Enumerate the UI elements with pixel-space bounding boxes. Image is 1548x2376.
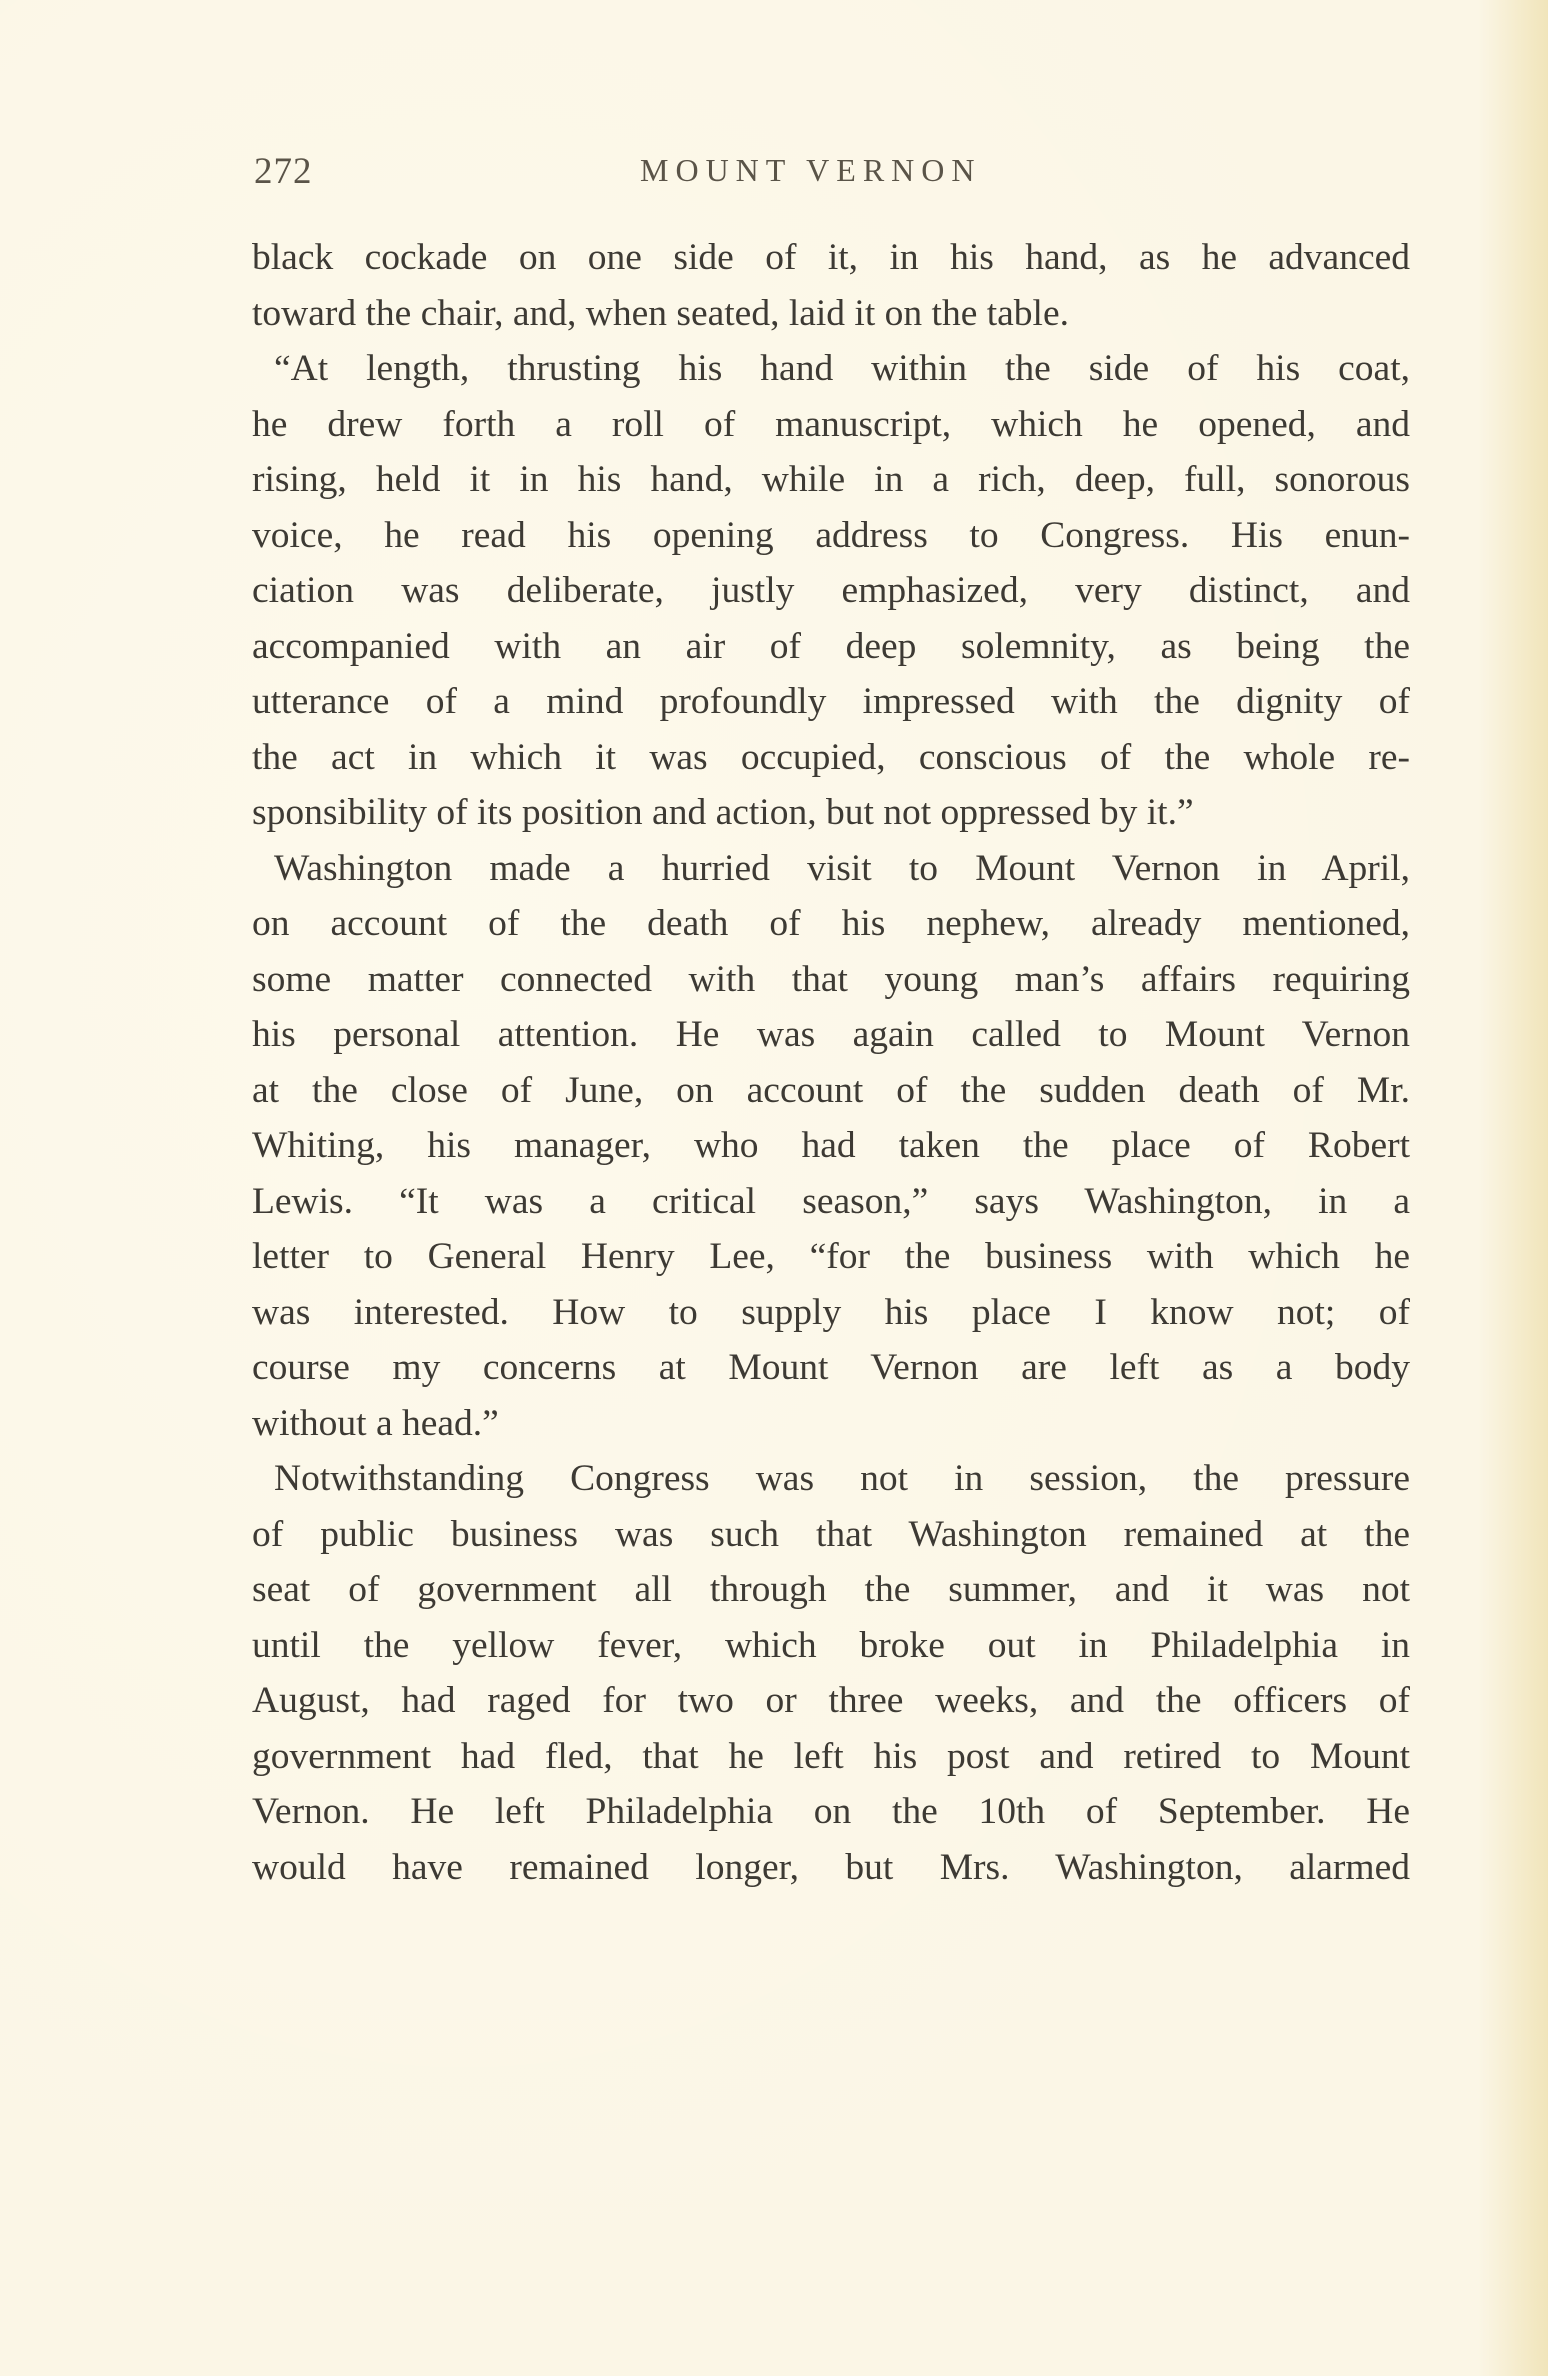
text-line: Vernon. He left Philadelphia on the 10th of September. He [252, 1791, 1410, 1832]
text-line: at the close of June, on account of the sudden death of Mr. [252, 1069, 1410, 1111]
page-edge-stain [1478, 0, 1548, 2376]
page-header [0, 150, 1548, 200]
text-line: Notwithstanding Congress was not in session, the pressure [274, 1458, 1410, 1499]
text-line: sponsibility of its position and action, but not oppressed by it.” [252, 792, 1194, 833]
text-line: rising, held it in his hand, while in a rich, deep, full, sonorous [252, 459, 1410, 500]
text-line: of public business was such that Washington remained at the [252, 1513, 1410, 1555]
text-line: was interested. How to supply his place I know not; of [252, 1291, 1410, 1333]
text-line: until the yellow fever, which broke out in Philadelphia in [252, 1624, 1410, 1666]
running-head: MOUNT VERNON [640, 152, 982, 188]
text-line: voice, he read his opening address to Congress. His enun- [252, 514, 1410, 556]
text-line: he drew forth a roll of manuscript, which he opened, and [252, 403, 1410, 445]
text-line: seat of government all through the summer, and it was not [252, 1569, 1410, 1610]
text-line: Washington made a hurried visit to Mount Vernon in April, [274, 847, 1410, 889]
text-line: on account of the death of his nephew, already mentioned, [252, 903, 1410, 944]
text-line: utterance of a mind profoundly impressed with the dignity of [252, 681, 1410, 722]
text-line: course my concerns at Mount Vernon are left as a body [252, 1347, 1410, 1388]
body-text [252, 230, 1410, 1895]
text-line: some matter connected with that young man’s affairs requiring [252, 958, 1410, 1000]
text-line: Whiting, his manager, who had taken the place of Robert [252, 1125, 1410, 1166]
text-line: Lewis. “It was a critical season,” says Washington, in a [252, 1180, 1410, 1222]
page-number: 272 [254, 151, 313, 192]
text-line: would have remained longer, but Mrs. Washington, alarmed [252, 1846, 1410, 1888]
text-line: government had fled, that he left his post and retired to Mount [252, 1735, 1410, 1777]
text-line: his personal attention. He was again called to Mount Vernon [252, 1014, 1410, 1055]
text-line: accompanied with an air of deep solemnity, as being the [252, 625, 1410, 667]
text-line: ciation was deliberate, justly emphasized, very distinct, and [252, 570, 1410, 611]
text-line: without a head.” [252, 1402, 499, 1444]
text-line: toward the chair, and, when seated, laid it on the table. [252, 292, 1069, 334]
text-line: the act in which it was occupied, conscious of the whole re- [252, 736, 1410, 778]
text-line: “At length, thrusting his hand within the side of his coat, [274, 348, 1410, 389]
text-line: black cockade on one side of it, in his hand, as he advanced [252, 237, 1410, 278]
text-line: August, had raged for two or three weeks, and the officers of [252, 1680, 1410, 1721]
text-line: letter to General Henry Lee, “for the business with which he [252, 1236, 1410, 1277]
